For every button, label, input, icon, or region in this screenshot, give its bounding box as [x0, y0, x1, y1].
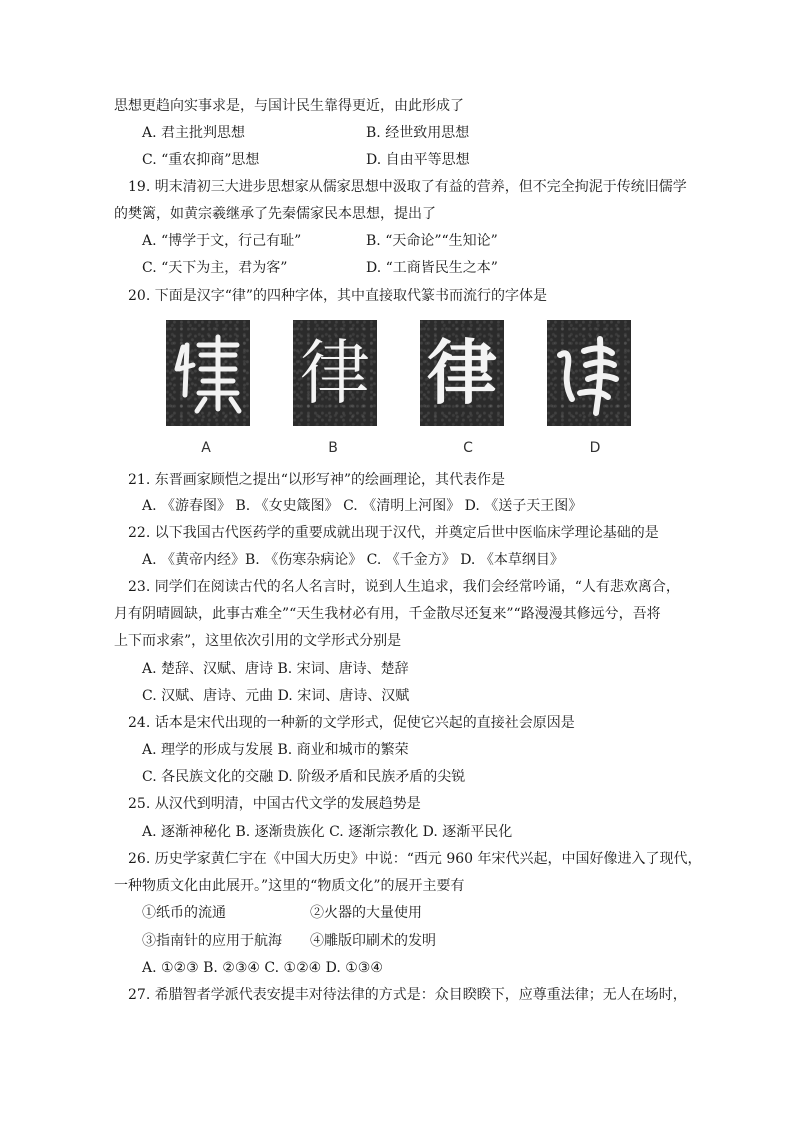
- q26-item-1: ①纸币的流通: [142, 905, 226, 921]
- seal-a-image: [166, 320, 250, 426]
- q26-item-3: ③指南针的应用于航海: [142, 933, 282, 949]
- q23-options-cd: C. 汉赋、唐诗、元曲 D. 宋词、唐诗、汉赋: [142, 688, 410, 704]
- seal-c-label: C: [463, 440, 473, 456]
- q18-option-c: C. “重农抑商”思想: [142, 152, 260, 168]
- q18-option-d: D. 自由平等思想: [366, 152, 470, 168]
- q25-options: A. 逐渐神秘化 B. 逐渐贵族化 C. 逐渐宗教化 D. 逐渐平民化: [142, 824, 513, 840]
- seal-b-glyph: 律: [300, 332, 370, 414]
- seal-a-label: A: [201, 440, 211, 456]
- q25-stem: 25. 从汉代到明清，中国古代文学的发展趋势是: [128, 796, 421, 812]
- seal-b-label: B: [328, 440, 338, 456]
- q26-stem-line1: 26. 历史学家黄仁宇在《中国大历史》中说：“西元 960 年宋代兴起，中国好像进入了现代，: [128, 851, 702, 867]
- q22-stem: 22. 以下我国古代医药学的重要成就出现于汉代，并奠定后世中医临床学理论基础的是: [128, 525, 659, 541]
- q26-item-4: ④雕版印刷术的发明: [310, 933, 436, 949]
- q23-stem-line2: 月有阴晴圆缺，此事古难全”“天生我材必有用，千金散尽还复来”“路漫漫其修远兮，吾将: [114, 606, 661, 622]
- q23-options-ab: A. 楚辞、汉赋、唐诗 B. 宋词、唐诗、楚辞: [142, 661, 409, 677]
- q18-stem-end: 思想更趋向实事求是，与国计民生靠得更近，由此形成了: [114, 98, 464, 114]
- seal-b-image: [293, 320, 377, 426]
- cursive-glyph-icon: [550, 325, 628, 421]
- q23-stem-line3: 上下而求索”，这里依次引用的文学形式分别是: [114, 633, 402, 649]
- seal-c-glyph: 律: [427, 332, 497, 414]
- q21-options: A. 《游春图》 B. 《女史箴图》 C. 《清明上河图》 D. 《送子天王图》: [142, 498, 583, 514]
- q21-stem: 21. 东晋画家顾恺之提出“以形写神”的绘画理论，其代表作是: [128, 472, 506, 488]
- seal-d-label: D: [589, 440, 601, 456]
- q19-option-b: B. “天命论”“生知论”: [366, 233, 498, 249]
- q18-option-b: B. 经世致用思想: [366, 125, 470, 141]
- q19-option-a: A. “博学于文，行己有耻”: [142, 233, 302, 249]
- q26-stem-line2: 一种物质文化由此展开。”这里的“物质文化”的展开主要有: [114, 878, 465, 894]
- q26-item-2: ②火器的大量使用: [310, 905, 422, 921]
- q24-options-ab: A. 理学的形成与发展 B. 商业和城市的繁荣: [142, 742, 409, 758]
- q19-stem-line2: 的樊篱，如黄宗羲继承了先秦儒家民本思想，提出了: [114, 206, 436, 222]
- q19-stem-line1: 19. 明末清初三大进步思想家从儒家思想中汲取了有益的营养，但不完全拘泥于传统旧儒学: [128, 179, 687, 195]
- q19-option-c: C. “天下为主，君为客”: [142, 260, 288, 276]
- seal-images: [166, 320, 636, 430]
- q19-option-d: D. “工商皆民生之本”: [366, 260, 498, 276]
- q24-stem: 24. 话本是宋代出现的一种新的文学形式，促使它兴起的直接社会原因是: [128, 715, 575, 731]
- seal-c-image: [420, 320, 504, 426]
- q26-options: A. ①②③ B. ②③④ C. ①②④ D. ①③④: [142, 960, 383, 976]
- seal-d-image: [547, 320, 631, 426]
- q23-stem-line1: 23. 同学们在阅读古代的名人名言时，说到人生追求，我们会经常吟诵，“人有悲欢离合，: [128, 579, 680, 595]
- q24-options-cd: C. 各民族文化的交融 D. 阶级矛盾和民族矛盾的尖锐: [142, 769, 466, 785]
- seal-script-glyph-icon: [169, 325, 247, 421]
- q20-stem: 20. 下面是汉字“律”的四种字体，其中直接取代篆书而流行的字体是: [128, 288, 548, 304]
- q22-options: A. 《黄帝内经》B. 《伤寒杂病论》 C. 《千金方》 D. 《本草纲目》: [142, 552, 564, 568]
- q27-stem: 27. 希腊智者学派代表安提丰对待法律的方式是：众目睽睽下，应尊重法律；无人在场时，: [128, 987, 687, 1003]
- q18-option-a: A. 君主批判思想: [142, 125, 246, 141]
